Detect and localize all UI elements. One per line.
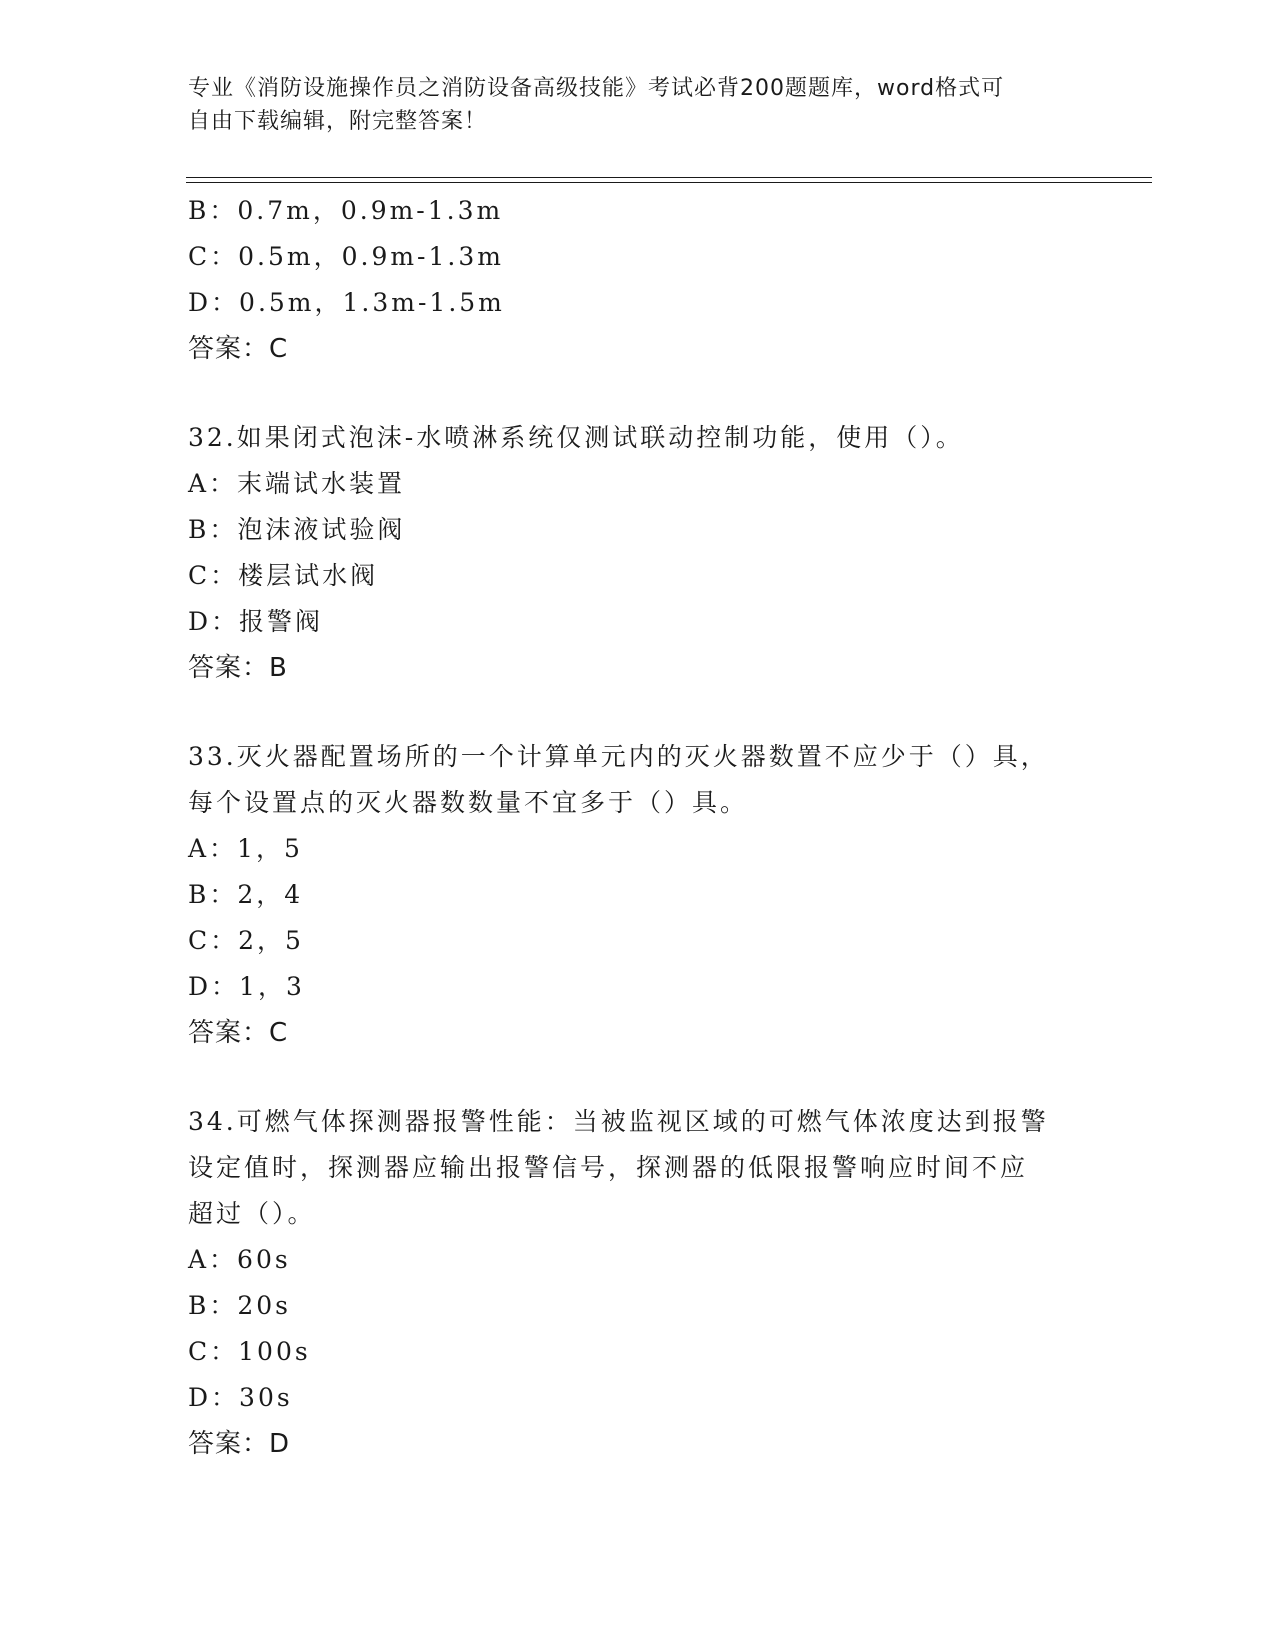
answer: 答案：D	[188, 1429, 291, 1459]
header-line-2: 自由下载编辑，附完整答案！	[188, 109, 488, 134]
option-b: B：2，4	[188, 880, 304, 909]
question-stem-line-3: 超过（）。	[188, 1199, 316, 1228]
header-line-1: 专业《消防设施操作员之消防设备高级技能》考试必背200题题库，word格式可	[188, 76, 1005, 101]
question-33	[188, 734, 1088, 1056]
question-stem-line-1: 34.可燃气体探测器报警性能：当被监视区域的可燃气体浓度达到报警	[188, 1107, 1049, 1136]
option-d: D：30s	[188, 1383, 293, 1412]
option-c: C：2，5	[188, 926, 304, 955]
question-34	[188, 1099, 1088, 1467]
option-b: B：0.7m，0.9m-1.3m	[188, 196, 504, 225]
option-d: D：0.5m，1.3m-1.5m	[188, 288, 505, 317]
question-32	[188, 415, 1088, 691]
option-a: A：1，5	[188, 834, 303, 863]
question-stem-line-1: 33.灭火器配置场所的一个计算单元内的灭火器数置不应少于（）具，	[188, 742, 1049, 771]
header-divider-top	[186, 177, 1152, 178]
question-stem: 32.如果闭式泡沫-水喷淋系统仅测试联动控制功能，使用（）。	[188, 423, 964, 452]
option-b: B：20s	[188, 1291, 292, 1320]
option-d: D：1，3	[188, 972, 305, 1001]
question-stem-line-2: 设定值时，探测器应输出报警信号，探测器的低限报警响应时间不应	[188, 1153, 1029, 1182]
option-d: D：报警阀	[188, 607, 324, 636]
option-a: A：末端试水装置	[188, 469, 406, 498]
option-c: C：0.5m，0.9m-1.3m	[188, 242, 504, 271]
answer: 答案：B	[188, 653, 288, 683]
answer: 答案：C	[188, 334, 289, 364]
option-c: C：楼层试水阀	[188, 561, 379, 590]
option-a: A：60s	[188, 1245, 291, 1274]
question-stem-line-2: 每个设置点的灭火器数数量不宜多于（）具。	[188, 788, 749, 817]
answer: 答案：C	[188, 1018, 289, 1048]
question-31-continued	[188, 188, 1088, 372]
document-header	[188, 72, 1068, 138]
header-divider-bottom	[186, 182, 1152, 183]
option-c: C：100s	[188, 1337, 311, 1366]
option-b: B：泡沫液试验阀	[188, 515, 406, 544]
question-list	[188, 188, 1088, 1467]
